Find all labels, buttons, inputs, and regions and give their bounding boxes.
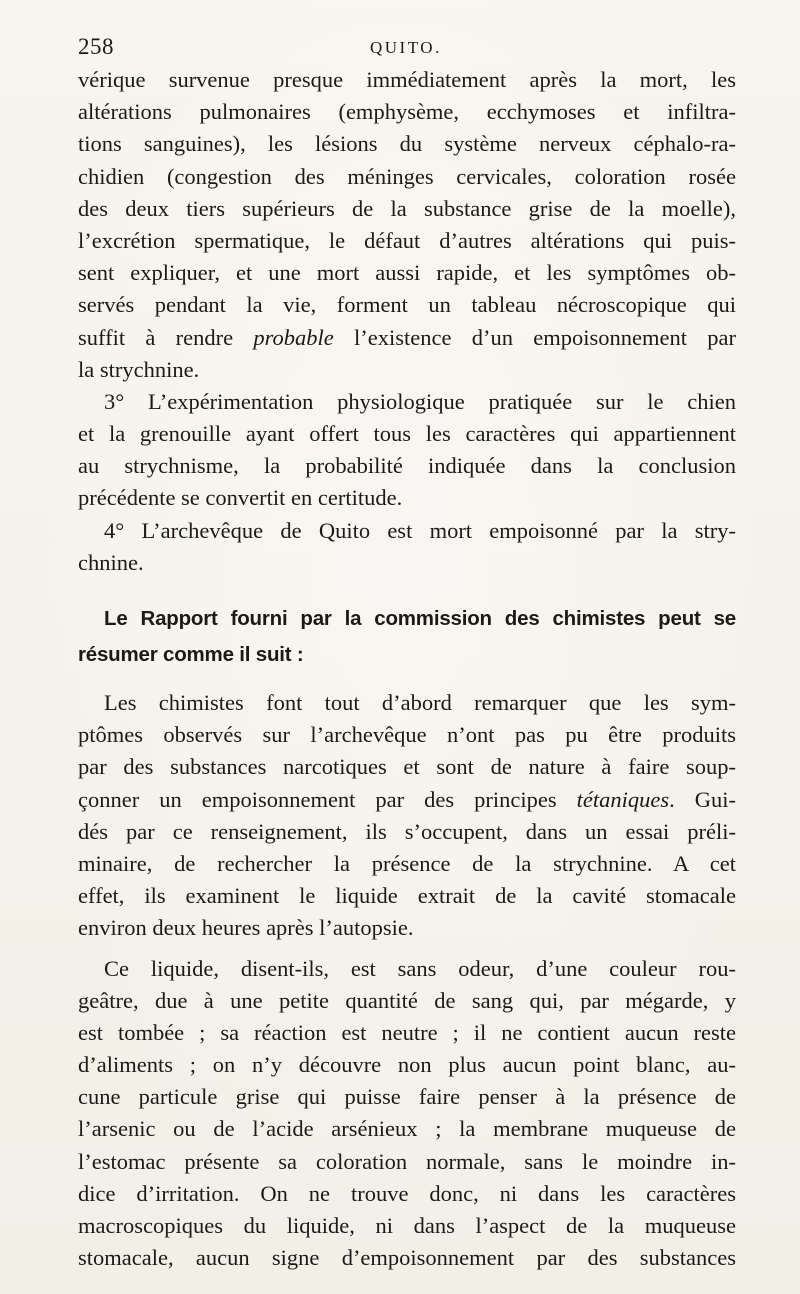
paragraph (78, 687, 736, 945)
text-line: dice d’irritation. On ne trouve donc, ni dans les caractères (78, 1180, 736, 1206)
text-line (78, 784, 736, 816)
text-line: la strychnine. (78, 356, 200, 382)
spacer (78, 673, 736, 687)
emphasis-text: tétaniques (576, 786, 670, 812)
text-line (78, 322, 736, 354)
text-line: chidien (congestion des méninges cervicales, coloration rosée (78, 163, 736, 189)
text-line: chnine. (78, 549, 144, 575)
text-line: Les chimistes font tout d’abord remarquer que les sym- (104, 690, 736, 715)
text-line: dés par ce renseignement, ils s’occupent, dans un essai préli- (78, 818, 736, 844)
spacer (78, 579, 736, 601)
text-line: servés pendant la vie, forment un tableau nécroscopique qui (78, 292, 736, 318)
text-run: . Gui- (669, 786, 736, 812)
running-head (78, 34, 738, 64)
emphasis-text: probable (253, 324, 334, 350)
text-line: sent expliquer, et une mort aussi rapide, et les symptômes ob- (78, 260, 736, 286)
text-run: suffit à rendre (78, 324, 254, 350)
text-line: tions sanguines), les lésions du système nerveux céphalo-ra- (78, 131, 736, 157)
running-title: QUITO. (370, 38, 442, 57)
section-heading (78, 601, 736, 673)
page-number: 258 (78, 34, 114, 59)
text-line: stomacale, aucun signe d’empoisonnement par des substances (78, 1245, 736, 1271)
text-run: çonner un empoisonnement par des principes (78, 786, 577, 812)
text-line: des deux tiers supérieurs de la substance grise de la moelle), (78, 195, 736, 221)
text-line: geâtre, due à une petite quantité de sang qui, par mégarde, y (78, 987, 736, 1013)
text-line: l’excrétion spermatique, le défaut d’autres altérations qui puis- (78, 227, 736, 253)
text-run: l’existence d’un empoisonnement par (333, 324, 736, 350)
text-line: vérique survenue presque immédiatement après la mort, les (78, 67, 736, 92)
text-line: 3° L’expérimentation physiologique pratiquée sur le chien (104, 388, 736, 414)
text-line: minaire, de rechercher la présence de la strychnine. A cet (78, 850, 736, 876)
paragraph (78, 64, 736, 386)
text-line: au strychnisme, la probabilité indiquée dans la conclusion (78, 453, 736, 479)
text-line: et la grenouille ayant offert tous les caractères qui appartiennent (78, 421, 736, 447)
text-line: cune particule grise qui puisse faire penser à la présence de (78, 1084, 736, 1110)
paragraph (78, 515, 736, 579)
heading-line: Le Rapport fourni par la commission des chimistes peut se (104, 607, 736, 630)
paragraph (78, 953, 736, 1275)
heading-line: résumer comme il suit : (78, 643, 304, 666)
text-line: altérations pulmonaires (emphysème, ecchymoses et infiltra- (78, 99, 736, 125)
text-line: effet, ils examinent le liquide extrait de la cavité stomacale (78, 883, 736, 909)
text-line: Ce liquide, disent-ils, est sans odeur, d’une couleur rou- (104, 955, 736, 981)
paragraph (78, 386, 736, 515)
text-line: l’arsenic ou de l’acide arsénieux ; la membrane muqueuse de (78, 1116, 736, 1142)
spacer (78, 945, 736, 953)
body-text (78, 64, 736, 1274)
text-line: par des substances narcotiques et sont de nature à faire soup- (78, 754, 736, 780)
text-line: d’aliments ; on n’y découvre non plus aucun point blanc, au- (78, 1052, 736, 1078)
text-line: l’estomac présente sa coloration normale, sans le moindre in- (78, 1148, 736, 1174)
text-line: est tombée ; sa réaction est neutre ; il ne contient aucun reste (78, 1019, 736, 1045)
text-line: macroscopiques du liquide, ni dans l’aspect de la muqueuse (78, 1213, 736, 1238)
text-line: 4° L’archevêque de Quito est mort empoisonné par la stry- (104, 517, 736, 543)
text-line: précédente se convertit en certitude. (78, 485, 403, 511)
text-line: environ deux heures après l’autopsie. (78, 915, 414, 941)
text-line: ptômes observés sur l’archevêque n’ont pas pu être produits (78, 722, 736, 748)
